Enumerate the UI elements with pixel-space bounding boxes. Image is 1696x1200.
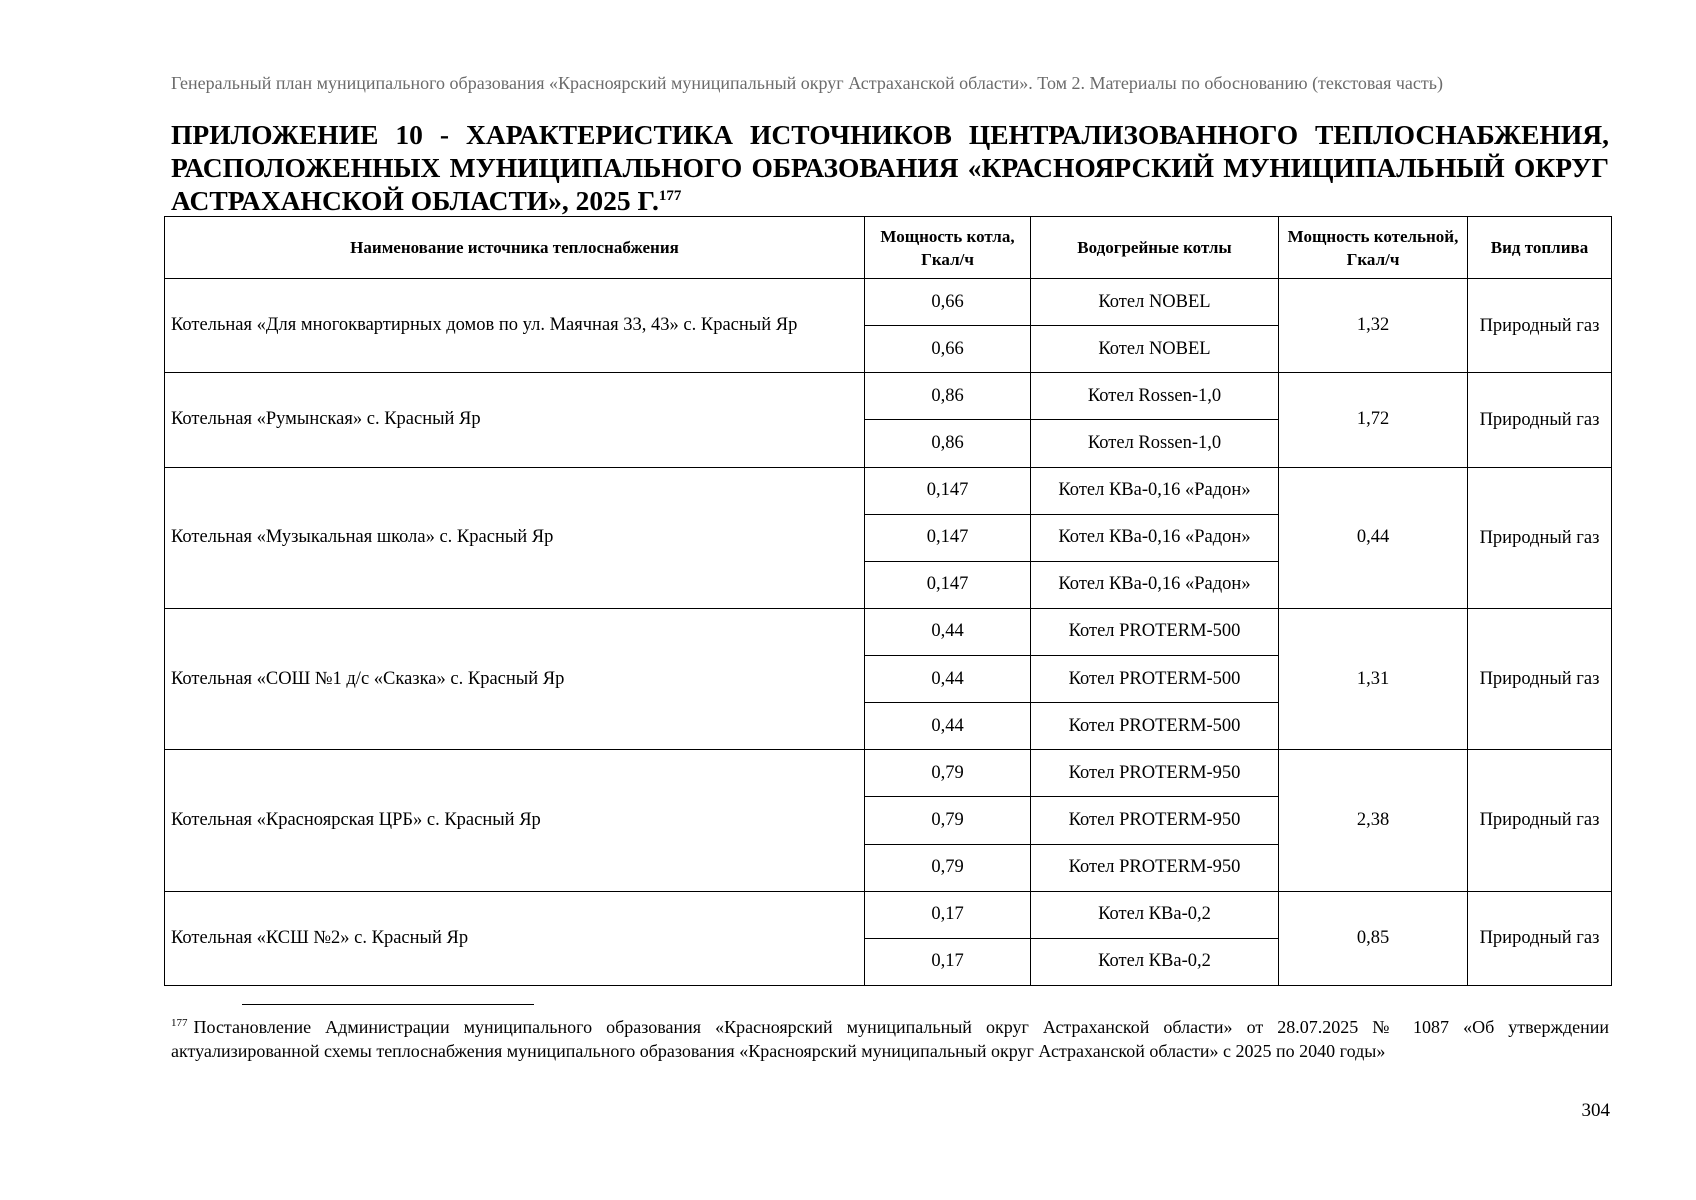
header-source: Наименование источника теплоснабжения	[165, 217, 865, 279]
table-row	[165, 279, 1612, 326]
footnote-number: 177	[171, 1017, 188, 1029]
boiler-capacity-cell: 0,147	[865, 467, 1031, 514]
boiler-capacity-cell: 0,17	[865, 938, 1031, 985]
fuel-type-cell: Природный газ	[1468, 373, 1612, 467]
boiler-model-cell: Котел Rossen-1,0	[1031, 420, 1279, 467]
boiler-capacity-cell: 0,44	[865, 608, 1031, 655]
boiler-capacity-cell: 0,44	[865, 703, 1031, 750]
table-row	[165, 891, 1612, 938]
header-plant-capacity: Мощность котельной, Гкал/ч	[1279, 217, 1468, 279]
boiler-capacity-cell: 0,79	[865, 844, 1031, 891]
source-name-cell: Котельная «Румынская» с. Красный Яр	[165, 373, 865, 467]
fuel-type-cell: Природный газ	[1468, 891, 1612, 985]
plant-capacity-cell: 0,85	[1279, 891, 1468, 985]
boiler-capacity-cell: 0,147	[865, 561, 1031, 608]
boiler-model-cell: Котел Rossen-1,0	[1031, 373, 1279, 420]
table-body	[165, 279, 1612, 986]
source-name-cell: Котельная «Красноярская ЦРБ» с. Красный Яр	[165, 750, 865, 891]
boiler-model-cell: Котел PROTERM-500	[1031, 703, 1279, 750]
table-row	[165, 373, 1612, 420]
boiler-model-cell: Котел КВа-0,16 «Радон»	[1031, 467, 1279, 514]
footnote-separator	[242, 1004, 534, 1005]
footnote-text: Постановление Администрации муниципального образования «Красноярский муниципальный округ Астраханской области» от 28.07.2025 № 1087 «Об утверждении актуализированной схемы теплоснабжения муниципального образования «Красноярский муниципальный округ Астраханской области» с 2025 по 2040 годы»	[171, 1017, 1609, 1061]
boiler-model-cell: Котел КВа-0,16 «Радон»	[1031, 561, 1279, 608]
running-header: Генеральный план муниципального образования «Красноярский муниципальный округ Астраханской области». Том 2. Материалы по обоснованию (текстовая часть)	[171, 73, 1443, 93]
appendix-title	[171, 118, 1609, 217]
boiler-model-cell: Котел КВа-0,2	[1031, 891, 1279, 938]
boiler-capacity-cell: 0,17	[865, 891, 1031, 938]
heat-sources-table	[164, 216, 1612, 986]
appendix-title-text: ПРИЛОЖЕНИЕ 10 - ХАРАКТЕРИСТИКА ИСТОЧНИКОВ ЦЕНТРАЛИЗОВАННОГО ТЕПЛОСНАБЖЕНИЯ, РАСПОЛОЖЕННЫХ МУНИЦИПАЛЬНОГО ОБРАЗОВАНИЯ «КРАСНОЯРСКИЙ МУНИЦИПАЛЬНЫЙ ОКРУГ АСТРАХАНСКОЙ ОБЛАСТИ», 2025 Г.	[171, 119, 1609, 216]
boiler-model-cell: Котел NOBEL	[1031, 326, 1279, 373]
boiler-model-cell: Котел PROTERM-950	[1031, 797, 1279, 844]
boiler-capacity-cell: 0,86	[865, 420, 1031, 467]
boiler-capacity-cell: 0,79	[865, 750, 1031, 797]
boiler-capacity-cell: 0,66	[865, 279, 1031, 326]
plant-capacity-cell: 1,31	[1279, 608, 1468, 749]
table-header-row	[165, 217, 1612, 279]
table-row	[165, 750, 1612, 797]
boiler-capacity-cell: 0,79	[865, 797, 1031, 844]
fuel-type-cell: Природный газ	[1468, 467, 1612, 608]
plant-capacity-cell: 1,72	[1279, 373, 1468, 467]
plant-capacity-cell: 2,38	[1279, 750, 1468, 891]
source-name-cell: Котельная «КСШ №2» с. Красный Яр	[165, 891, 865, 985]
boiler-capacity-cell: 0,66	[865, 326, 1031, 373]
source-name-cell: Котельная «Музыкальная школа» с. Красный Яр	[165, 467, 865, 608]
table-row	[165, 608, 1612, 655]
boiler-model-cell: Котел PROTERM-950	[1031, 750, 1279, 797]
page-number: 304	[1581, 1100, 1610, 1121]
boiler-capacity-cell: 0,147	[865, 514, 1031, 561]
source-name-cell: Котельная «СОШ №1 д/с «Сказка» с. Красный Яр	[165, 608, 865, 749]
fuel-type-cell: Природный газ	[1468, 279, 1612, 373]
footnote	[171, 1015, 1609, 1063]
boiler-model-cell: Котел КВа-0,2	[1031, 938, 1279, 985]
boiler-model-cell: Котел PROTERM-500	[1031, 656, 1279, 703]
fuel-type-cell: Природный газ	[1468, 608, 1612, 749]
plant-capacity-cell: 0,44	[1279, 467, 1468, 608]
fuel-type-cell: Природный газ	[1468, 750, 1612, 891]
boiler-model-cell: Котел PROTERM-950	[1031, 844, 1279, 891]
header-boilers: Водогрейные котлы	[1031, 217, 1279, 279]
boiler-capacity-cell: 0,86	[865, 373, 1031, 420]
table-row	[165, 467, 1612, 514]
boiler-model-cell: Котел КВа-0,16 «Радон»	[1031, 514, 1279, 561]
boiler-model-cell: Котел PROTERM-500	[1031, 608, 1279, 655]
title-footnote-ref: 177	[658, 187, 682, 204]
plant-capacity-cell: 1,32	[1279, 279, 1468, 373]
boiler-model-cell: Котел NOBEL	[1031, 279, 1279, 326]
source-name-cell: Котельная «Для многоквартирных домов по ул. Маячная 33, 43» с. Красный Яр	[165, 279, 865, 373]
boiler-capacity-cell: 0,44	[865, 656, 1031, 703]
header-fuel: Вид топлива	[1468, 217, 1612, 279]
header-boiler-capacity: Мощность котла, Гкал/ч	[865, 217, 1031, 279]
